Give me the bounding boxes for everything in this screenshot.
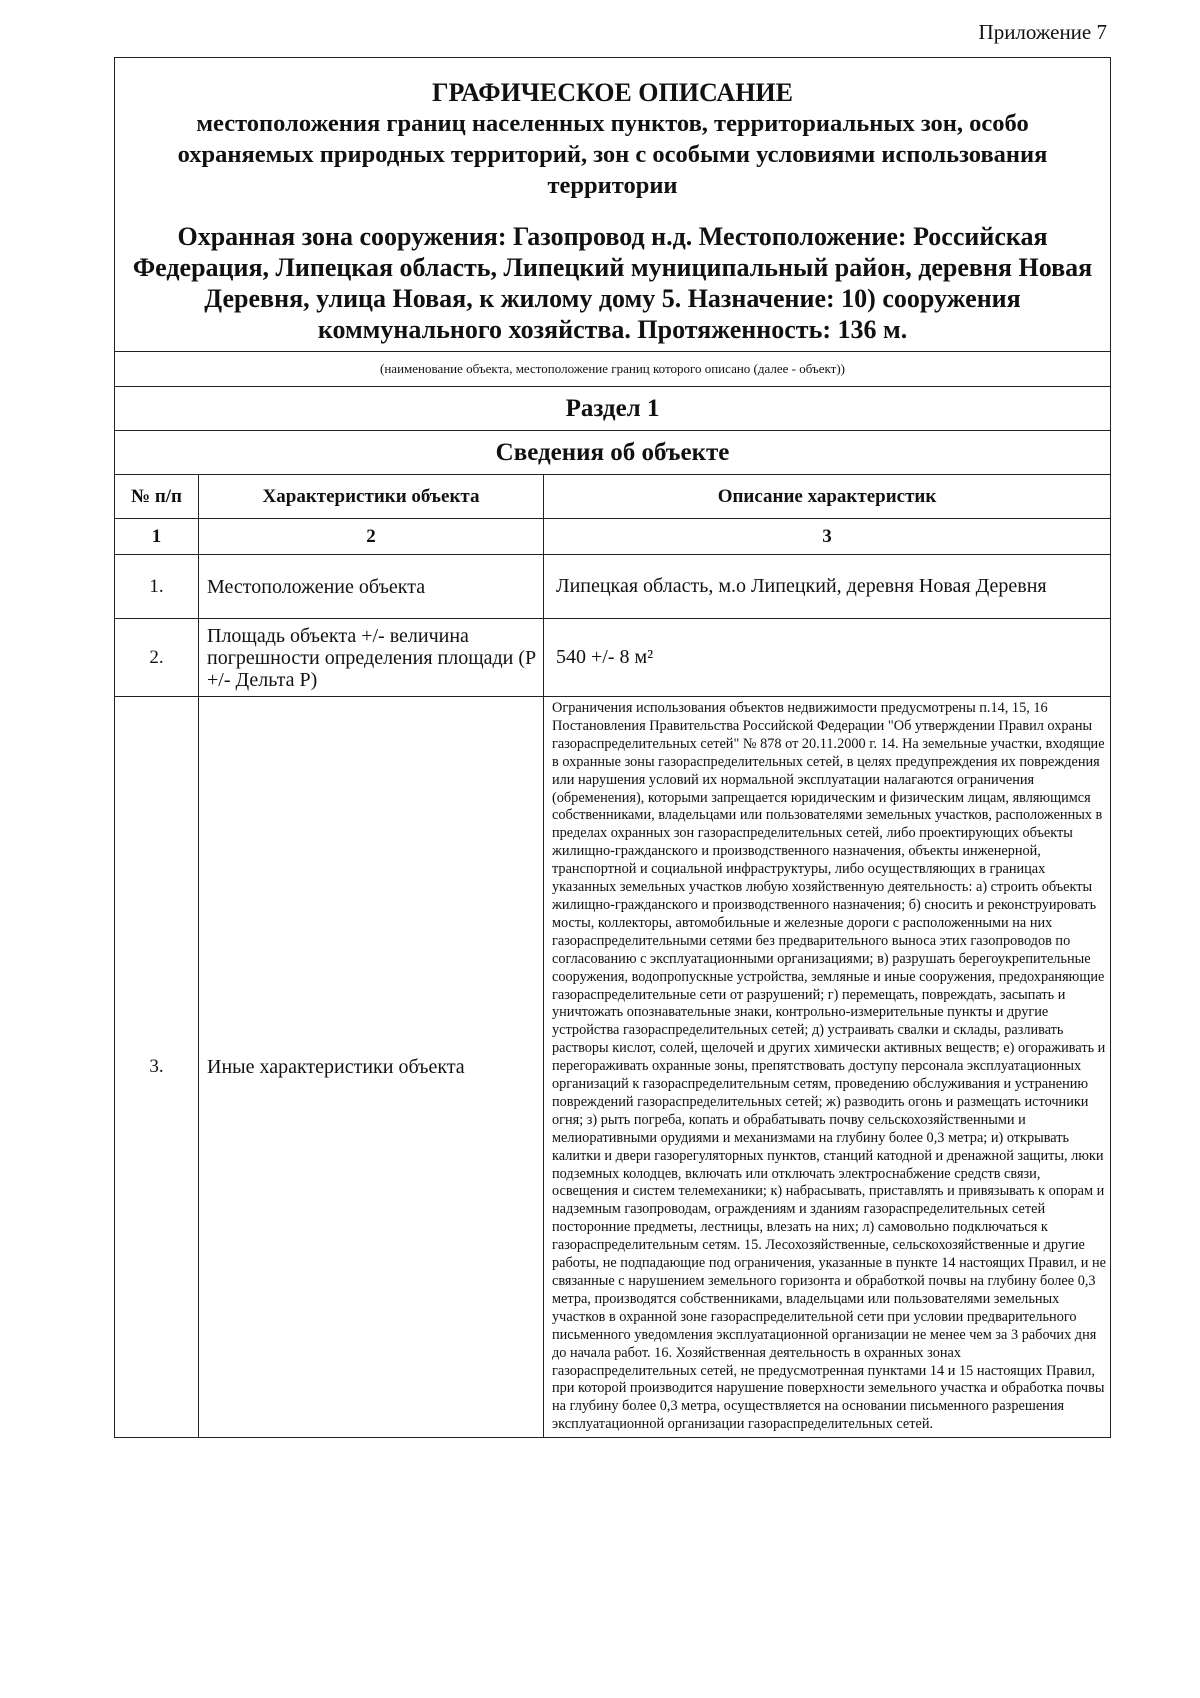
row-description: Липецкая область, м.о Липецкий, деревня Новая Деревня bbox=[544, 555, 1111, 619]
table-row bbox=[115, 555, 1111, 619]
column-number-row bbox=[115, 519, 1111, 555]
object-name-hint: (наименование объекта, местоположение границ которого описано (далее - объект)) bbox=[115, 352, 1111, 387]
table-row bbox=[115, 697, 1111, 1438]
section-subtitle: Сведения об объекте bbox=[115, 431, 1111, 475]
header-description: Описание характеристик bbox=[544, 475, 1111, 519]
appendix-label: Приложение 7 bbox=[978, 20, 1107, 44]
title-block bbox=[115, 58, 1111, 352]
document-subtitle: местоположения границ населенных пунктов, территориальных зон, особо охраняемых природных территорий, зон с особыми условиями использования территории bbox=[177, 110, 1048, 199]
row-characteristic: Площадь объекта +/- величина погрешности определения площади (Р +/- Дельта Р) bbox=[199, 619, 544, 697]
row-characteristic: Иные характеристики объекта bbox=[199, 697, 544, 1438]
row-description-restrictions: Ограничения использования объектов недвижимости предусмотрены п.14, 15, 16 Постановления Правительства Российской Федерации "Об утверждении Правил охраны газораспределительных сетей" № 878 от 20.11.2000 г. 14. На земельные участки, входящие в охранные зоны газораспределительных сетей, в целях предупреждения их повреждения или нарушения условий их нормальной эксплуатации налагаются ограничения (обременения), которыми запрещается юридическим и физическим лицам, являющимся собственниками, владельцами или пользователями земельных участков, расположенных в пределах охранных зон газораспределительных сетей, либо проектирующих объекты жилищно-гражданского и производственного назначения, объекты инженерной, транспортной и социальной инфраструктуры, либо осуществляющих в границах указанных земельных участков любую хозяйственную деятельность: а) строить объекты жилищно-гражданского и производственного назначения; б) сносить и реконструировать мосты, коллекторы, автомобильные и железные дороги с расположенными на них газораспределительными сетями без предварительного выноса этих газопроводов по согласованию с эксплуатационными организациями; в) разрушать берегоукрепительные сооружения, водопропускные устройства, земляные и иные сооружения, предохраняющие газораспределительные сети от разрушений; г) перемещать, повреждать, засыпать и уничтожать опознавательные знаки, контрольно-измерительные пункты и другие устройства газораспределительных сетей; д) устраивать свалки и склады, разливать растворы кислот, солей, щелочей и других химически активных веществ; е) огораживать и перегораживать охранные зоны, препятствовать доступу персонала эксплуатационных организаций к газораспределительным сетям, проведению обслуживания и устранению повреждений газораспределительных сетей; ж) разводить огонь и размещать источники огня; з) рыть погреба, копать и обрабатывать почву сельскохозяйственными и мелиоративными орудиями и механизмами на глубину более 0,3 метра; и) открывать калитки и двери газорегуляторных пунктов, станций катодной и дренажной защиты, люки подземных колодцев, включать или отключать электроснабжение средств связи, освещения и систем телемеханики; к) набрасывать, приставлять и привязывать к опорам и надземным газопроводам, ограждениям и зданиям газораспределительных сетей посторонние предметы, лестницы, влезать на них; л) самовольно подключаться к газораспределительным сетям. 15. Лесохозяйственные, сельскохозяйственные и другие работы, не подпадающие под ограничения, указанные в пункте 14 настоящих Правил, и не связанные с нарушением земельного горизонта и обработкой почвы на глубину более 0,3 метра, производятся собственниками, владельцами или пользователями земельных участков в охранной зоне газораспределительной сети при условии предварительного письменного уведомления эксплуатационной организации не менее чем за 3 рабочих дня до начала работ. 16. Хозяйственная деятельность в охранных зонах газораспределительных сетей, не предусмотренная пунктами 14 и 15 настоящих Правил, при которой производится нарушение поверхности земельного участка и обработка почвы на глубину более 0,3 метра, осуществляется на основании письменного разрешения эксплуатационной организации газораспределительных сетей. bbox=[544, 697, 1111, 1438]
graphic-description-table bbox=[114, 57, 1111, 1438]
header-number: № п/п bbox=[115, 475, 199, 519]
object-name: Охранная зона сооружения: Газопровод н.д. Местоположение: Российская Федерация, Липецкая область, Липецкий муниципальный район, деревня Новая Деревня, улица Новая, к жилому дому 5. Назначение: 10) сооружения коммунального хозяйства. Протяженность: 136 м. bbox=[132, 222, 1093, 344]
row-characteristic: Местоположение объекта bbox=[199, 555, 544, 619]
header-row bbox=[115, 475, 1111, 519]
document-title: ГРАФИЧЕСКОЕ ОПИСАНИЕ bbox=[432, 78, 793, 107]
row-number: 1. bbox=[115, 555, 199, 619]
section-title: Раздел 1 bbox=[115, 387, 1111, 431]
column-number: 3 bbox=[544, 519, 1111, 555]
row-number: 2. bbox=[115, 619, 199, 697]
column-number: 2 bbox=[199, 519, 544, 555]
table-row bbox=[115, 619, 1111, 697]
row-number: 3. bbox=[115, 697, 199, 1438]
header-characteristic: Характеристики объекта bbox=[199, 475, 544, 519]
row-description: 540 +/- 8 м² bbox=[544, 619, 1111, 697]
column-number: 1 bbox=[115, 519, 199, 555]
